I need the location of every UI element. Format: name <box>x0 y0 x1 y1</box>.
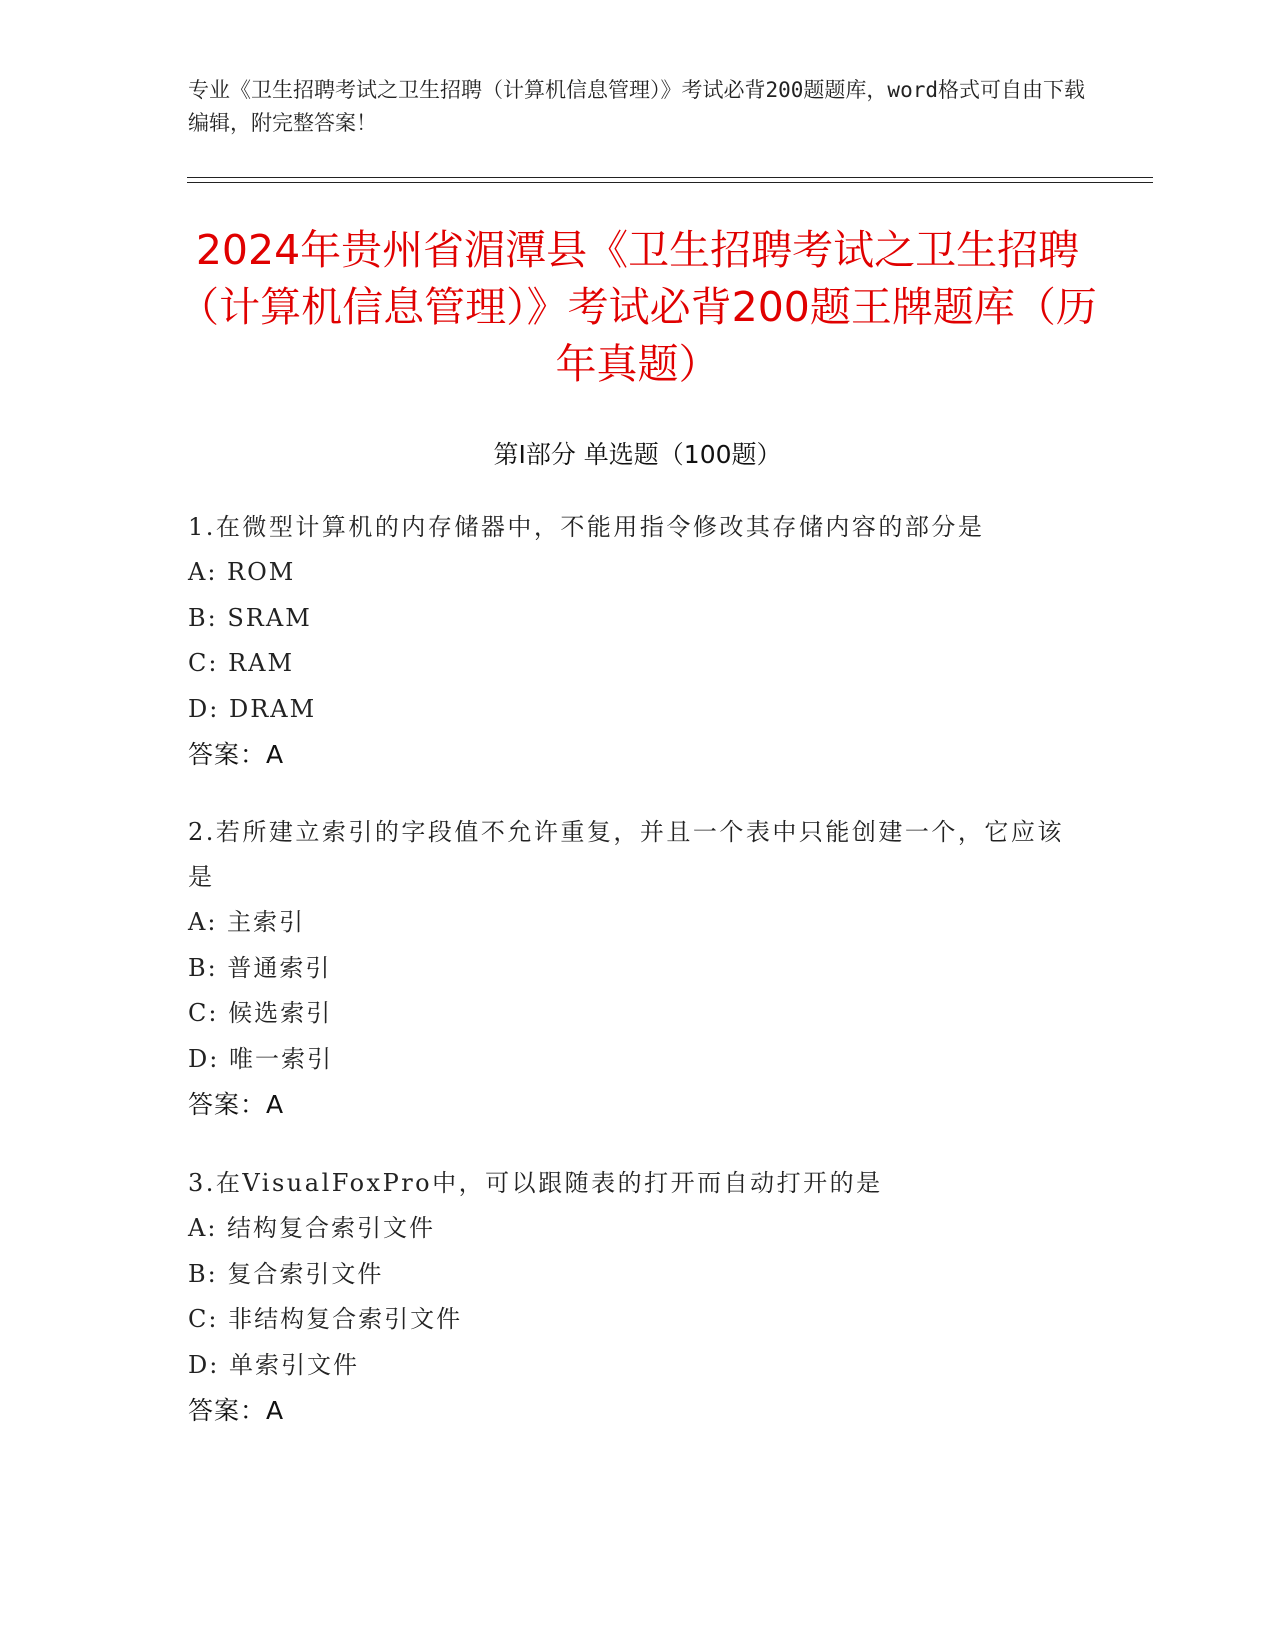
option-b: B: 复合索引文件 <box>188 1259 384 1288</box>
option-a: A: 主索引 <box>188 908 306 936</box>
question-1 <box>188 505 1088 777</box>
option-c: C: RAM <box>188 649 295 677</box>
option-a: A: ROM <box>188 558 296 586</box>
option-c: C: 非结构复合索引文件 <box>188 1305 463 1333</box>
option-d: D: 唯一索引 <box>188 1044 333 1073</box>
header-divider-bottom <box>187 182 1153 183</box>
option-d: D: DRAM <box>188 694 317 723</box>
option-b: B: 普通索引 <box>188 953 332 982</box>
option-c: C: 候选索引 <box>188 999 333 1027</box>
document-title: 2024年贵州省湄潭县《卫生招聘考试之卫生招聘（计算机信息管理）》考试必背200题王牌题库（历年真题） <box>178 226 1097 388</box>
option-d: D: 单索引文件 <box>188 1350 359 1379</box>
answer-line: 答案：A <box>188 740 285 769</box>
answer-line: 答案：A <box>188 1396 285 1425</box>
option-a: A: 结构复合索引文件 <box>188 1214 436 1242</box>
question-stem: 3.在VisualFoxPro中，可以跟随表的打开而自动打开的是 <box>188 1169 883 1197</box>
question-2 <box>188 810 1088 1127</box>
header-note: 专业《卫生招聘考试之卫生招聘（计算机信息管理）》考试必背200题题库，word格式可自由下载编辑，附完整答案！ <box>188 78 1085 135</box>
question-3 <box>188 1161 1088 1433</box>
option-b: B: SRAM <box>188 603 312 632</box>
section-heading: 第Ⅰ部分 单选题（100题） <box>493 440 782 469</box>
question-stem: 1.在微型计算机的内存储器中，不能用指令修改其存储内容的部分是 <box>188 513 985 541</box>
question-stem: 2.若所建立索引的字段值不允许重复，并且一个表中只能创建一个，它应该是 <box>188 818 1064 891</box>
header-divider-top <box>187 177 1153 178</box>
answer-line: 答案：A <box>188 1090 285 1119</box>
